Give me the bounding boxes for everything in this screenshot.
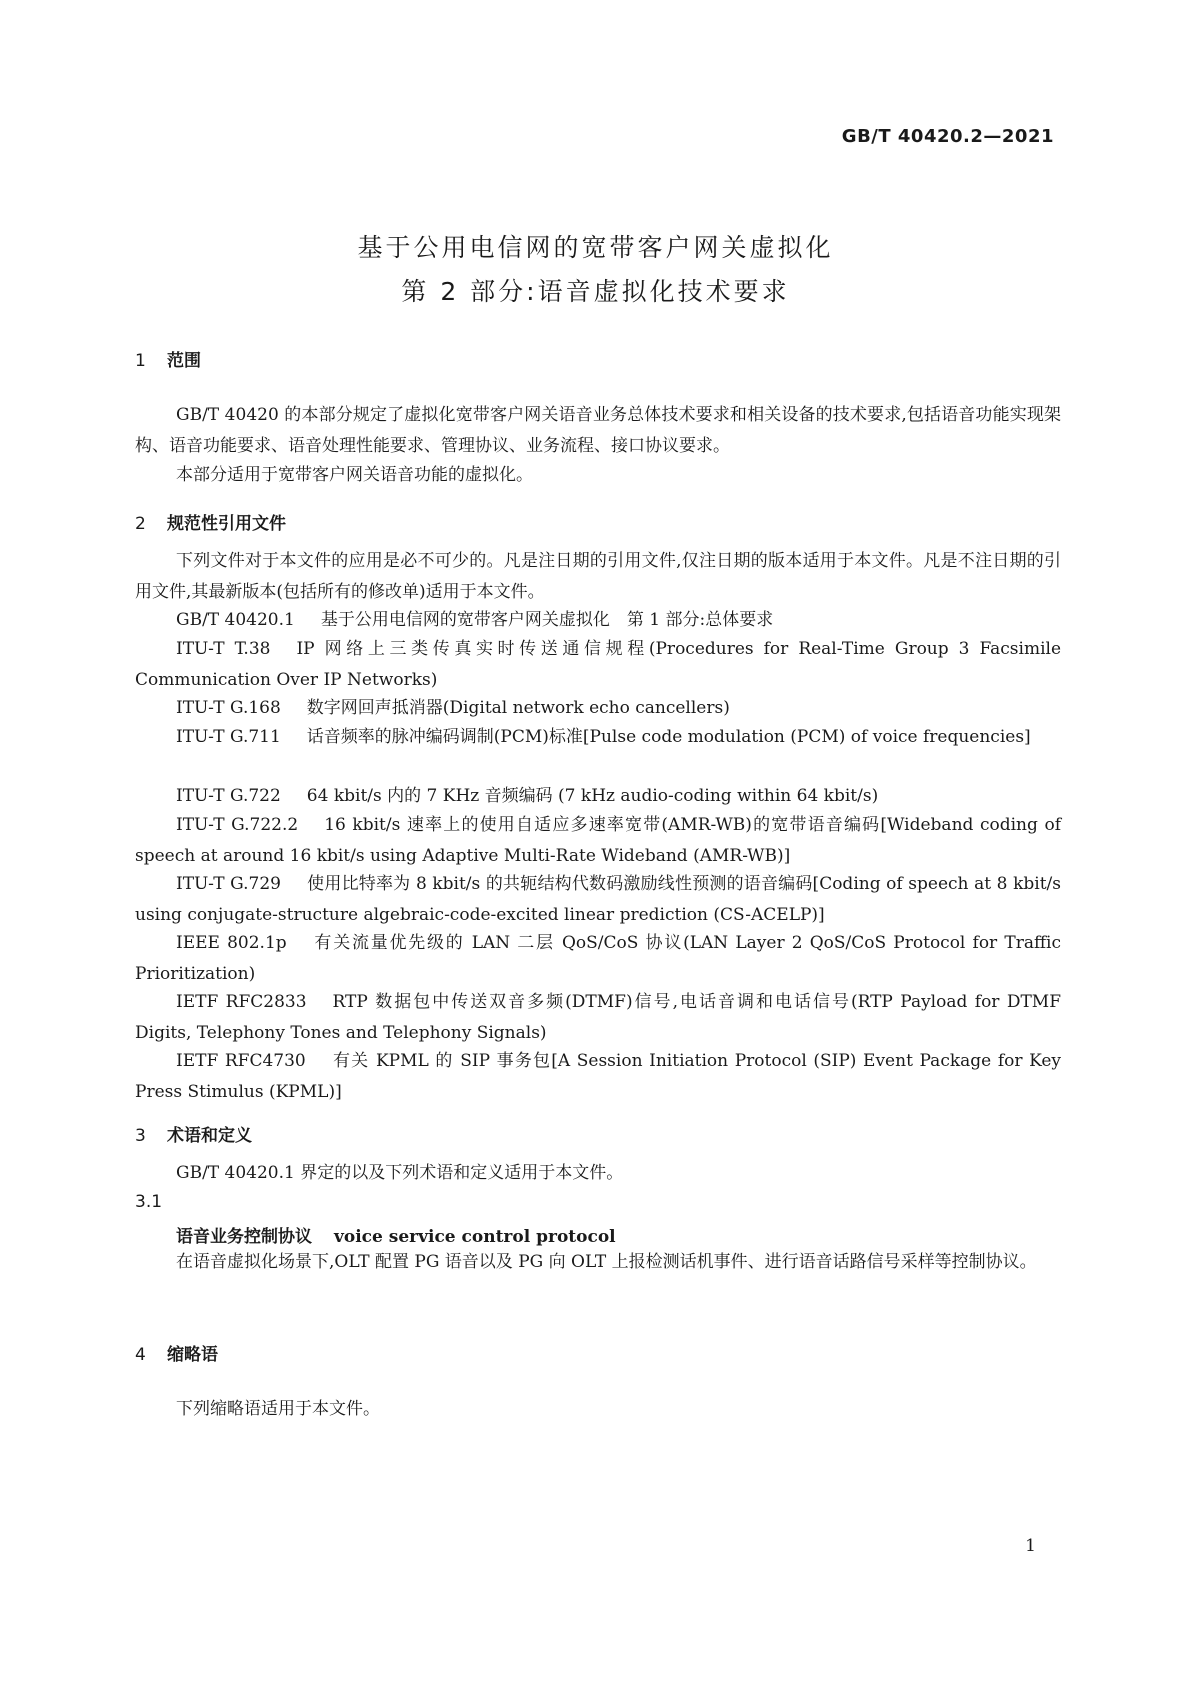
section-number: 2 <box>135 514 146 534</box>
reference-item <box>135 781 1061 812</box>
reference-item <box>135 722 1061 753</box>
reference-title: 16 kbit/s 速率上的使用自适应多速率宽带(AMR-WB)的宽带语音编码[Wideband coding of speech at around 16 kbit/s using Adaptive Multi-Rate Wideband (AMR-WB)] <box>135 815 1061 866</box>
term-number: 3.1 <box>135 1192 163 1212</box>
section-title: 缩略语 <box>167 1345 218 1365</box>
section-4-heading <box>135 1340 218 1365</box>
reference-code: IETF RFC2833 <box>176 992 307 1012</box>
page-number: 1 <box>1025 1536 1036 1556</box>
reference-item <box>135 928 1061 990</box>
reference-title: 64 kbit/s 内的 7 KHz 音频编码 (7 kHz audio-coding within 64 kbit/s) <box>306 786 879 806</box>
reference-code: ITU-T G.168 <box>176 698 281 718</box>
reference-code: ITU-T G.722 <box>176 786 281 806</box>
section-title: 范围 <box>167 351 201 371</box>
section-2-heading <box>135 509 286 534</box>
term-name-en: voice service control protocol <box>334 1227 616 1247</box>
reference-item <box>135 1046 1061 1108</box>
standard-code: GB/T 40420.2—2021 <box>841 126 1054 147</box>
reference-title: 数字网回声抵消器(Digital network echo cancellers) <box>306 698 730 718</box>
document-title-line-1: 基于公用电信网的宽带客户网关虚拟化 <box>357 233 834 262</box>
reference-title: RTP 数据包中传送双音多频(DTMF)信号,电话音调和电话信号(RTP Payload for DTMF Digits, Telephony Tones and Telephony Signals) <box>135 992 1061 1043</box>
section-number: 1 <box>135 351 146 371</box>
term-definition: 在语音虚拟化场景下,OLT 配置 PG 语音以及 PG 向 OLT 上报检测话机事件、进行语音话路信号采样等控制协议。 <box>176 1252 1037 1272</box>
section-number: 4 <box>135 1345 146 1365</box>
reference-code: ITU-T G.711 <box>176 727 281 747</box>
reference-title: 话音频率的脉冲编码调制(PCM)标准[Pulse code modulation (PCM) of voice frequencies] <box>306 727 1031 747</box>
reference-item <box>135 693 1061 724</box>
reference-code: ITU-T T.38 <box>176 639 271 659</box>
reference-code: GB/T 40420.1 <box>176 610 295 630</box>
reference-title: 基于公用电信网的宽带客户网关虚拟化 第 1 部分:总体要求 <box>320 610 774 630</box>
reference-code: ITU-T G.729 <box>176 874 281 894</box>
reference-code: IEEE 802.1p <box>176 933 287 953</box>
reference-title: 使用比特率为 8 kbit/s 的共轭结构代数码激励线性预测的语音编码[Coding of speech at 8 kbit/s using conjugate-structure algebraic-code-excited linear prediction (CS-ACELP)] <box>135 874 1061 925</box>
reference-item <box>135 987 1061 1049</box>
reference-code: ITU-T G.722.2 <box>176 815 299 835</box>
section-2-intro: 下列文件对于本文件的应用是必不可少的。凡是注日期的引用文件,仅注日期的版本适用于本文件。凡是不注日期的引用文件,其最新版本(包括所有的修改单)适用于本文件。 <box>135 551 1061 602</box>
section-4-intro: 下列缩略语适用于本文件。 <box>176 1399 380 1419</box>
reference-title: 有关流量优先级的 LAN 二层 QoS/CoS 协议(LAN Layer 2 QoS/CoS Protocol for Traffic Prioritization) <box>135 933 1061 984</box>
section-1-paragraph-1: GB/T 40420 的本部分规定了虚拟化宽带客户网关语音业务总体技术要求和相关设备的技术要求,包括语音功能实现架构、语音功能要求、语音处理性能要求、管理协议、业务流程、接口协议要求。 <box>135 405 1061 456</box>
section-1-heading <box>135 346 201 371</box>
section-1-paragraph-2: 本部分适用于宽带客户网关语音功能的虚拟化。 <box>176 465 533 485</box>
reference-item <box>135 869 1061 931</box>
term-heading <box>176 1222 616 1247</box>
reference-title: IP 网络上三类传真实时传送通信规程(Procedures for Real-Time Group 3 Facsimile Communication Over IP Networks) <box>135 639 1061 690</box>
section-title: 规范性引用文件 <box>167 514 286 534</box>
reference-item <box>135 810 1061 872</box>
section-3-intro: GB/T 40420.1 界定的以及下列术语和定义适用于本文件。 <box>176 1163 624 1183</box>
section-title: 术语和定义 <box>167 1126 252 1146</box>
section-number: 3 <box>135 1126 146 1146</box>
document-title-line-2: 第 2 部分:语音虚拟化技术要求 <box>401 277 790 306</box>
reference-title: 有关 KPML 的 SIP 事务包[A Session Initiation Protocol (SIP) Event Package for Key Press Stimulus (KPML)] <box>135 1051 1061 1102</box>
section-3-heading <box>135 1121 252 1146</box>
term-name-zh: 语音业务控制协议 <box>176 1227 312 1247</box>
reference-code: IETF RFC4730 <box>176 1051 306 1071</box>
reference-item <box>135 605 1061 636</box>
reference-item <box>135 634 1061 696</box>
